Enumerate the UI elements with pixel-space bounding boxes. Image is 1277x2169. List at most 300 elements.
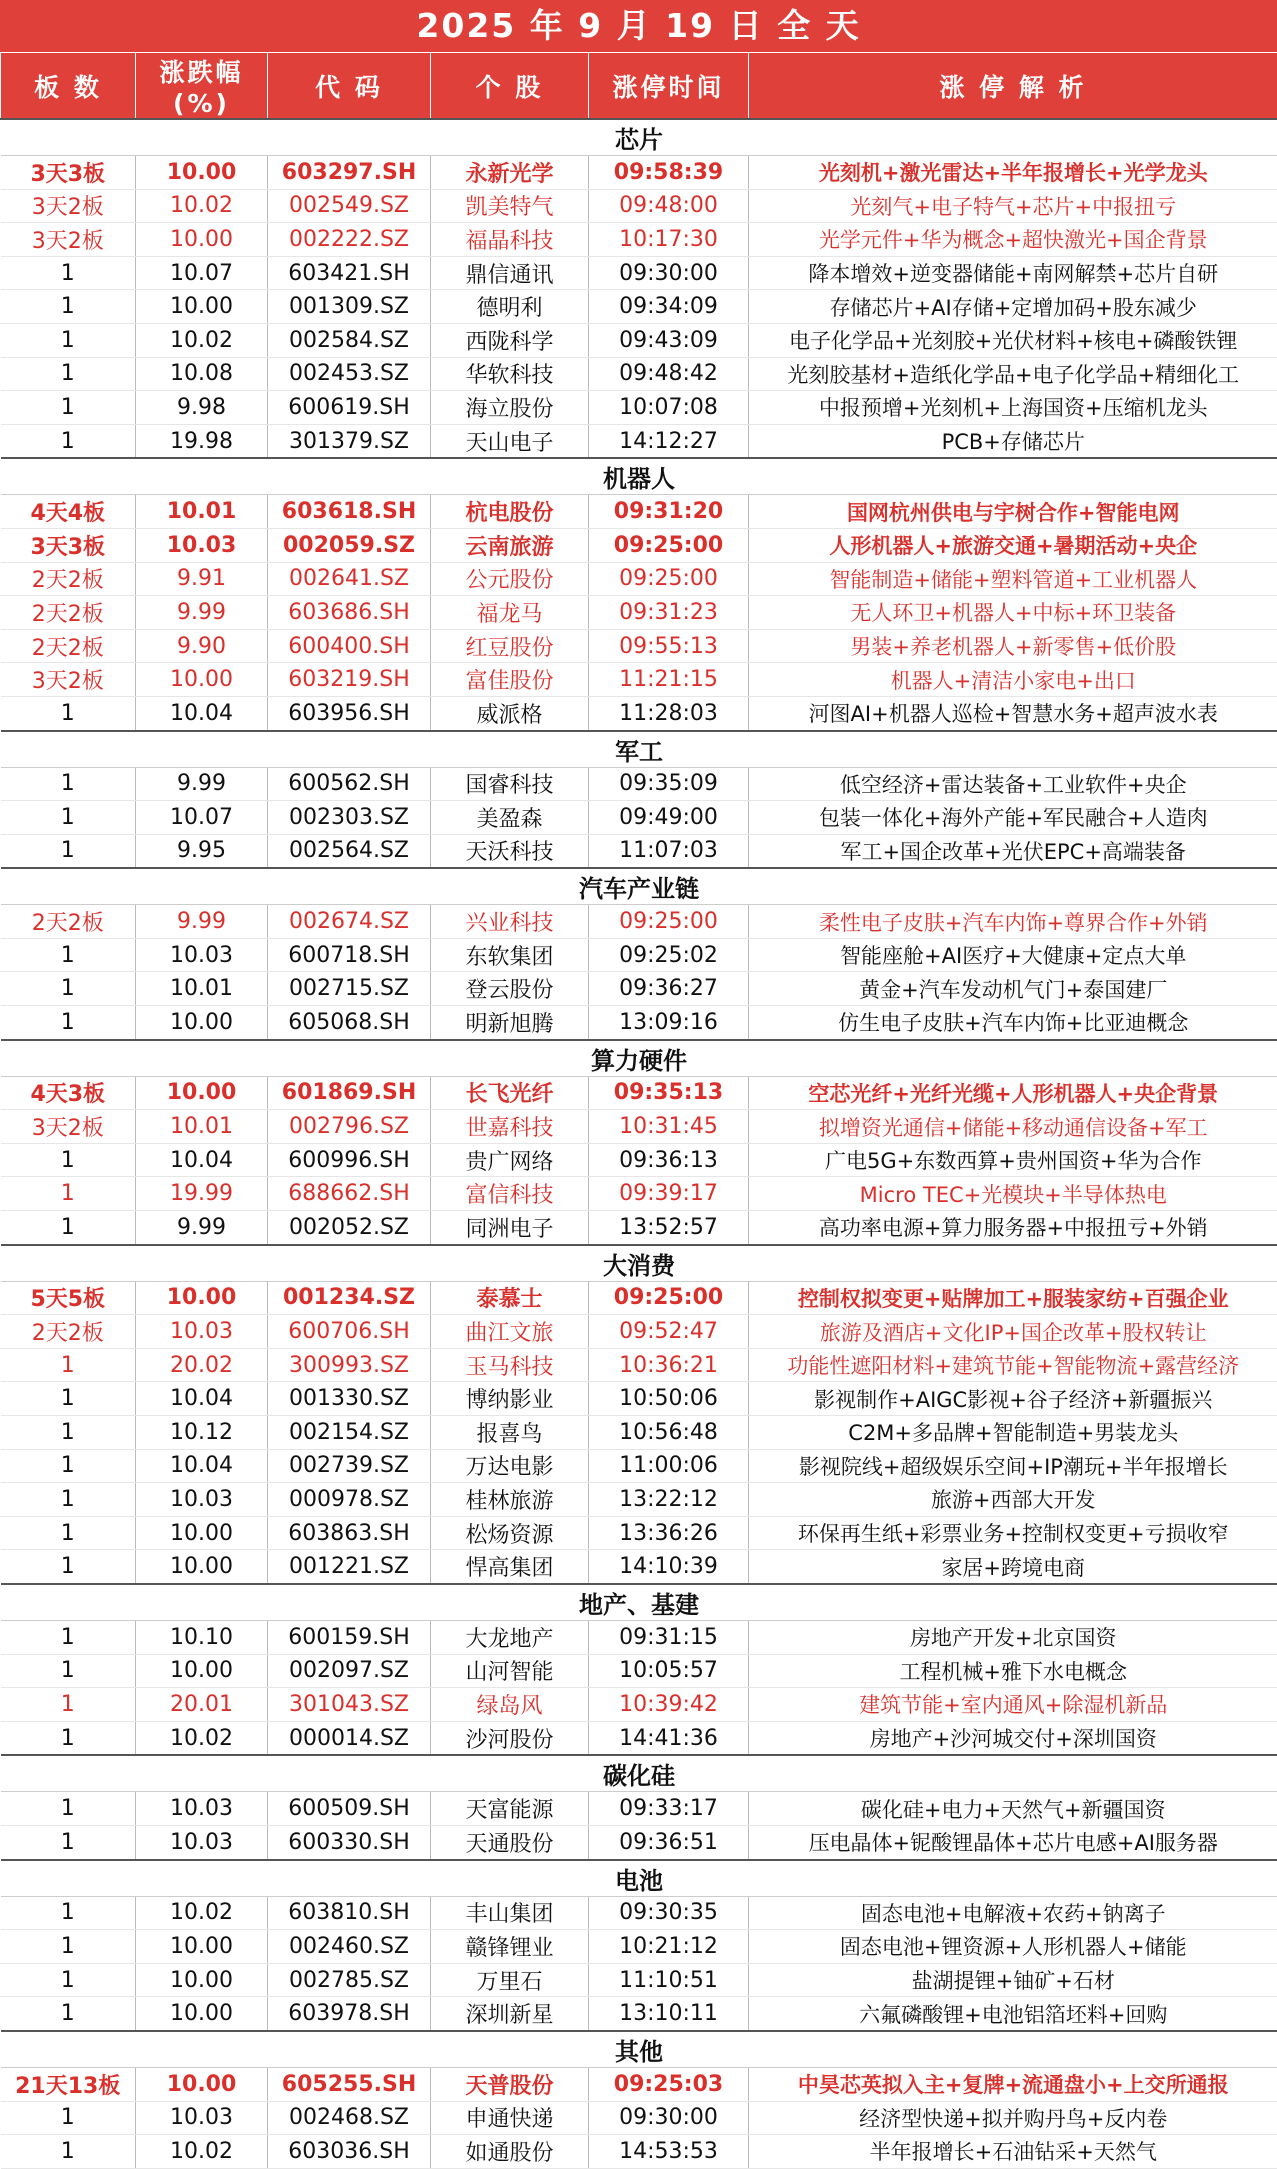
- table-row: [1, 323, 1277, 357]
- board-count-cell: 3天3板: [1, 528, 136, 562]
- stock-name-cell: 绿岛风: [431, 1688, 589, 1722]
- analysis-cell: 电子化学品+光刻胶+光伏材料+核电+磷酸铁锂: [749, 323, 1277, 357]
- table-row: [1, 1550, 1277, 1584]
- code-cell: 603686.SH: [268, 596, 431, 630]
- code-cell: 600562.SH: [268, 767, 431, 801]
- stock-name-cell: 西陇科学: [431, 323, 589, 357]
- change-pct-cell: 10.00: [136, 1963, 268, 1997]
- change-pct-cell: 10.03: [136, 2101, 268, 2135]
- table-row: [1, 767, 1277, 801]
- change-pct-cell: 10.08: [136, 357, 268, 391]
- limit-time-cell: 09:52:47: [589, 1315, 749, 1349]
- stock-name-cell: 桂林旅游: [431, 1483, 589, 1517]
- analysis-cell: 中昊芯英拟入主+复牌+流通盘小+上交所通报: [749, 2067, 1277, 2101]
- limit-time-cell: 14:41:36: [589, 1721, 749, 1755]
- code-cell: 002468.SZ: [268, 2101, 431, 2135]
- stock-name-cell: 赣锋锂业: [431, 1930, 589, 1964]
- code-cell: 600619.SH: [268, 391, 431, 425]
- limit-time-cell: 13:10:11: [589, 1997, 749, 2031]
- analysis-cell: 广电5G+东数西算+贵州国资+华为合作: [749, 1143, 1277, 1177]
- stock-name-cell: 万里石: [431, 1963, 589, 1997]
- stock-name-cell: 云南旅游: [431, 528, 589, 562]
- category-row: [1, 1860, 1277, 1897]
- change-pct-cell: 10.01: [136, 495, 268, 529]
- limit-time-cell: 09:49:00: [589, 801, 749, 835]
- code-cell: 603956.SH: [268, 696, 431, 730]
- analysis-cell: 无人环卫+机器人+中标+环卫装备: [749, 596, 1277, 630]
- code-cell: 301043.SZ: [268, 1688, 431, 1722]
- stock-name-cell: 凯美特气: [431, 189, 589, 223]
- table-row: [1, 2101, 1277, 2135]
- stock-name-cell: 天沃科技: [431, 834, 589, 868]
- code-cell: 601869.SH: [268, 1076, 431, 1110]
- category-row: [1, 1040, 1277, 1077]
- table-header-row: [1, 53, 1277, 120]
- header-stock-name: 个 股: [431, 53, 589, 120]
- board-count-cell: 1: [1, 1006, 136, 1040]
- category-title: 碳化硅: [1, 1755, 1277, 1792]
- limit-up-table: [0, 52, 1277, 2169]
- code-cell: 600706.SH: [268, 1315, 431, 1349]
- change-pct-cell: 10.00: [136, 1281, 268, 1315]
- limit-time-cell: 09:58:39: [589, 156, 749, 190]
- board-count-cell: 1: [1, 391, 136, 425]
- table-row: [1, 1348, 1277, 1382]
- change-pct-cell: 10.12: [136, 1416, 268, 1450]
- limit-time-cell: 09:55:13: [589, 629, 749, 663]
- change-pct-cell: 10.00: [136, 290, 268, 324]
- table-row: [1, 1449, 1277, 1483]
- code-cell: 002097.SZ: [268, 1654, 431, 1688]
- limit-time-cell: 14:53:53: [589, 2135, 749, 2169]
- table-row: [1, 696, 1277, 730]
- board-count-cell: 3天3板: [1, 156, 136, 190]
- limit-time-cell: 09:36:27: [589, 972, 749, 1006]
- category-row: [1, 731, 1277, 768]
- analysis-cell: 高功率电源+算力服务器+中报扭亏+外销: [749, 1211, 1277, 1245]
- code-cell: 688662.SH: [268, 1177, 431, 1211]
- board-count-cell: 2天2板: [1, 596, 136, 630]
- stock-name-cell: 万达电影: [431, 1449, 589, 1483]
- limit-time-cell: 13:36:26: [589, 1516, 749, 1550]
- table-row: [1, 1143, 1277, 1177]
- table-row: [1, 1792, 1277, 1826]
- change-pct-cell: 9.90: [136, 629, 268, 663]
- stock-name-cell: 福龙马: [431, 596, 589, 630]
- analysis-cell: 智能座舱+AI医疗+大健康+定点大单: [749, 938, 1277, 972]
- stock-name-cell: 世嘉科技: [431, 1110, 589, 1144]
- change-pct-cell: 10.02: [136, 189, 268, 223]
- stock-name-cell: 兴业科技: [431, 905, 589, 939]
- table-row: [1, 357, 1277, 391]
- category-title: 其他: [1, 2031, 1277, 2068]
- table-row: [1, 424, 1277, 458]
- board-count-cell: 1: [1, 1963, 136, 1997]
- limit-time-cell: 09:48:00: [589, 189, 749, 223]
- analysis-cell: 影视院线+超级娱乐空间+IP潮玩+半年报增长: [749, 1449, 1277, 1483]
- stock-name-cell: 天通股份: [431, 1825, 589, 1859]
- limit-time-cell: 09:35:13: [589, 1076, 749, 1110]
- table-row: [1, 938, 1277, 972]
- code-cell: 603978.SH: [268, 1997, 431, 2031]
- analysis-cell: 中报预增+光刻机+上海国资+压缩机龙头: [749, 391, 1277, 425]
- table-row: [1, 1963, 1277, 1997]
- board-count-cell: 1: [1, 1997, 136, 2031]
- analysis-cell: 仿生电子皮肤+汽车内饰+比亚迪概念: [749, 1006, 1277, 1040]
- stock-name-cell: 威派格: [431, 696, 589, 730]
- analysis-cell: 人形机器人+旅游交通+暑期活动+央企: [749, 528, 1277, 562]
- table-row: [1, 1110, 1277, 1144]
- table-row: [1, 1825, 1277, 1859]
- board-count-cell: 1: [1, 1483, 136, 1517]
- table-row: [1, 1930, 1277, 1964]
- table-row: [1, 495, 1277, 529]
- stock-name-cell: 同洲电子: [431, 1211, 589, 1245]
- analysis-cell: 旅游及酒店+文化IP+国企改革+股权转让: [749, 1315, 1277, 1349]
- table-row: [1, 1382, 1277, 1416]
- stock-name-cell: 天普股份: [431, 2067, 589, 2101]
- board-count-cell: 2天2板: [1, 562, 136, 596]
- table-row: [1, 2067, 1277, 2101]
- change-pct-cell: 10.00: [136, 1516, 268, 1550]
- limit-time-cell: 09:25:00: [589, 528, 749, 562]
- limit-time-cell: 10:05:57: [589, 1654, 749, 1688]
- stock-name-cell: 悍高集团: [431, 1550, 589, 1584]
- change-pct-cell: 10.07: [136, 256, 268, 290]
- board-count-cell: 1: [1, 1177, 136, 1211]
- change-pct-cell: 10.01: [136, 972, 268, 1006]
- table-row: [1, 1177, 1277, 1211]
- change-pct-cell: 10.03: [136, 1792, 268, 1826]
- category-row: [1, 868, 1277, 905]
- limit-time-cell: 09:30:00: [589, 256, 749, 290]
- table-row: [1, 834, 1277, 868]
- board-count-cell: 1: [1, 1550, 136, 1584]
- table-row: [1, 1516, 1277, 1550]
- table-row: [1, 801, 1277, 835]
- code-cell: 603297.SH: [268, 156, 431, 190]
- analysis-cell: 经济型快递+拟并购丹鸟+反内卷: [749, 2101, 1277, 2135]
- board-count-cell: 1: [1, 1896, 136, 1930]
- analysis-cell: 军工+国企改革+光伏EPC+高端装备: [749, 834, 1277, 868]
- board-count-cell: 1: [1, 696, 136, 730]
- code-cell: 002549.SZ: [268, 189, 431, 223]
- stock-name-cell: 红豆股份: [431, 629, 589, 663]
- code-cell: 600159.SH: [268, 1620, 431, 1654]
- change-pct-cell: 10.03: [136, 1483, 268, 1517]
- change-pct-cell: 10.03: [136, 1825, 268, 1859]
- header-limit-time: 涨停时间: [589, 53, 749, 120]
- stock-name-cell: 报喜鸟: [431, 1416, 589, 1450]
- change-pct-cell: 9.99: [136, 596, 268, 630]
- table-row: [1, 1997, 1277, 2031]
- analysis-cell: 降本增效+逆变器储能+南网解禁+芯片自研: [749, 256, 1277, 290]
- code-cell: 603036.SH: [268, 2135, 431, 2169]
- change-pct-cell: 10.04: [136, 1449, 268, 1483]
- code-cell: 001221.SZ: [268, 1550, 431, 1584]
- code-cell: 301379.SZ: [268, 424, 431, 458]
- limit-time-cell: 11:07:03: [589, 834, 749, 868]
- table-row: [1, 905, 1277, 939]
- code-cell: 603618.SH: [268, 495, 431, 529]
- change-pct-cell: 19.99: [136, 1177, 268, 1211]
- category-title: 机器人: [1, 458, 1277, 495]
- limit-time-cell: 10:21:12: [589, 1930, 749, 1964]
- table-row: [1, 1281, 1277, 1315]
- limit-time-cell: 09:31:23: [589, 596, 749, 630]
- board-count-cell: 1: [1, 1516, 136, 1550]
- board-count-cell: 1: [1, 256, 136, 290]
- limit-time-cell: 09:33:17: [589, 1792, 749, 1826]
- board-count-cell: 1: [1, 2101, 136, 2135]
- header-change-pct: 涨跌幅(%): [136, 53, 268, 120]
- analysis-cell: 压电晶体+铌酸锂晶体+芯片电感+AI服务器: [749, 1825, 1277, 1859]
- change-pct-cell: 10.02: [136, 1721, 268, 1755]
- change-pct-cell: 10.00: [136, 223, 268, 257]
- stock-name-cell: 申通快递: [431, 2101, 589, 2135]
- analysis-cell: 家居+跨境电商: [749, 1550, 1277, 1584]
- limit-time-cell: 13:09:16: [589, 1006, 749, 1040]
- header-board-count: 板 数: [1, 53, 136, 120]
- change-pct-cell: 10.03: [136, 938, 268, 972]
- board-count-cell: 1: [1, 323, 136, 357]
- analysis-cell: 机器人+清洁小家电+出口: [749, 663, 1277, 697]
- limit-time-cell: 09:35:09: [589, 767, 749, 801]
- table-row: [1, 663, 1277, 697]
- board-count-cell: 2天2板: [1, 629, 136, 663]
- analysis-cell: 光刻机+激光雷达+半年报增长+光学龙头: [749, 156, 1277, 190]
- limit-time-cell: 10:50:06: [589, 1382, 749, 1416]
- limit-time-cell: 09:25:00: [589, 905, 749, 939]
- change-pct-cell: 20.02: [136, 1348, 268, 1382]
- limit-time-cell: 10:39:42: [589, 1688, 749, 1722]
- analysis-cell: 功能性遮阳材料+建筑节能+智能物流+露营经济: [749, 1348, 1277, 1382]
- change-pct-cell: 9.99: [136, 767, 268, 801]
- stock-name-cell: 大龙地产: [431, 1620, 589, 1654]
- change-pct-cell: 10.03: [136, 1315, 268, 1349]
- analysis-cell: 光刻气+电子特气+芯片+中报扭亏: [749, 189, 1277, 223]
- limit-time-cell: 09:43:09: [589, 323, 749, 357]
- limit-time-cell: 13:22:12: [589, 1483, 749, 1517]
- code-cell: 600718.SH: [268, 938, 431, 972]
- limit-time-cell: 11:21:15: [589, 663, 749, 697]
- category-title: 芯片: [1, 119, 1277, 156]
- stock-name-cell: 海立股份: [431, 391, 589, 425]
- limit-time-cell: 10:56:48: [589, 1416, 749, 1450]
- change-pct-cell: 10.00: [136, 1930, 268, 1964]
- stock-name-cell: 博纳影业: [431, 1382, 589, 1416]
- code-cell: 002584.SZ: [268, 323, 431, 357]
- category-title: 地产、基建: [1, 1584, 1277, 1621]
- table-body: [1, 119, 1277, 2168]
- change-pct-cell: 10.10: [136, 1620, 268, 1654]
- category-row: [1, 1755, 1277, 1792]
- stock-name-cell: 东软集团: [431, 938, 589, 972]
- code-cell: 002785.SZ: [268, 1963, 431, 1997]
- limit-time-cell: 10:36:21: [589, 1348, 749, 1382]
- code-cell: 600400.SH: [268, 629, 431, 663]
- board-count-cell: 4天4板: [1, 495, 136, 529]
- change-pct-cell: 10.03: [136, 528, 268, 562]
- change-pct-cell: 10.02: [136, 323, 268, 357]
- board-count-cell: 1: [1, 424, 136, 458]
- table-row: [1, 972, 1277, 1006]
- category-title: 大消费: [1, 1245, 1277, 1282]
- table-row: [1, 1315, 1277, 1349]
- code-cell: 001234.SZ: [268, 1281, 431, 1315]
- board-count-cell: 1: [1, 1688, 136, 1722]
- table-row: [1, 1416, 1277, 1450]
- change-pct-cell: 10.00: [136, 1654, 268, 1688]
- limit-time-cell: 14:10:39: [589, 1550, 749, 1584]
- code-cell: 002641.SZ: [268, 562, 431, 596]
- limit-time-cell: 09:31:20: [589, 495, 749, 529]
- code-cell: 603421.SH: [268, 256, 431, 290]
- code-cell: 002564.SZ: [268, 834, 431, 868]
- change-pct-cell: 10.04: [136, 1143, 268, 1177]
- code-cell: 000978.SZ: [268, 1483, 431, 1517]
- change-pct-cell: 10.00: [136, 2067, 268, 2101]
- code-cell: 002739.SZ: [268, 1449, 431, 1483]
- board-count-cell: 1: [1, 1416, 136, 1450]
- code-cell: 002303.SZ: [268, 801, 431, 835]
- code-cell: 002059.SZ: [268, 528, 431, 562]
- limit-time-cell: 09:34:09: [589, 290, 749, 324]
- table-row: [1, 1896, 1277, 1930]
- code-cell: 603219.SH: [268, 663, 431, 697]
- stock-name-cell: 贵广网络: [431, 1143, 589, 1177]
- code-cell: 600509.SH: [268, 1792, 431, 1826]
- limit-time-cell: 09:25:00: [589, 562, 749, 596]
- change-pct-cell: 10.00: [136, 1076, 268, 1110]
- table-row: [1, 1721, 1277, 1755]
- header-code: 代 码: [268, 53, 431, 120]
- change-pct-cell: 10.00: [136, 156, 268, 190]
- table-row: [1, 1483, 1277, 1517]
- header-analysis: 涨 停 解 析: [749, 53, 1277, 120]
- stock-name-cell: 富佳股份: [431, 663, 589, 697]
- board-count-cell: 1: [1, 972, 136, 1006]
- stock-name-cell: 如通股份: [431, 2135, 589, 2169]
- limit-time-cell: 09:30:00: [589, 2101, 749, 2135]
- analysis-cell: 拟增资光通信+储能+移动通信设备+军工: [749, 1110, 1277, 1144]
- board-count-cell: 2天2板: [1, 905, 136, 939]
- category-row: [1, 1584, 1277, 1621]
- table-row: [1, 1654, 1277, 1688]
- change-pct-cell: 10.02: [136, 2135, 268, 2169]
- board-count-cell: 1: [1, 1382, 136, 1416]
- table-row: [1, 391, 1277, 425]
- code-cell: 002052.SZ: [268, 1211, 431, 1245]
- analysis-cell: 影视制作+AIGC影视+谷子经济+新疆振兴: [749, 1382, 1277, 1416]
- analysis-cell: 低空经济+雷达装备+工业软件+央企: [749, 767, 1277, 801]
- code-cell: 002796.SZ: [268, 1110, 431, 1144]
- code-cell: 600330.SH: [268, 1825, 431, 1859]
- code-cell: 000014.SZ: [268, 1721, 431, 1755]
- board-count-cell: 1: [1, 767, 136, 801]
- code-cell: 001330.SZ: [268, 1382, 431, 1416]
- change-pct-cell: 10.01: [136, 1110, 268, 1144]
- category-row: [1, 458, 1277, 495]
- code-cell: 300993.SZ: [268, 1348, 431, 1382]
- limit-time-cell: 11:28:03: [589, 696, 749, 730]
- change-pct-cell: 10.02: [136, 1896, 268, 1930]
- limit-time-cell: 09:31:15: [589, 1620, 749, 1654]
- analysis-cell: 环保再生纸+彩票业务+控制权变更+亏损收窄: [749, 1516, 1277, 1550]
- limit-time-cell: 09:25:00: [589, 1281, 749, 1315]
- stock-name-cell: 长飞光纤: [431, 1076, 589, 1110]
- stock-name-cell: 华软科技: [431, 357, 589, 391]
- table-row: [1, 189, 1277, 223]
- code-cell: 002154.SZ: [268, 1416, 431, 1450]
- board-count-cell: 1: [1, 1348, 136, 1382]
- stock-name-cell: 福晶科技: [431, 223, 589, 257]
- analysis-cell: 房地产开发+北京国资: [749, 1620, 1277, 1654]
- board-count-cell: 1: [1, 1721, 136, 1755]
- table-row: [1, 223, 1277, 257]
- stock-name-cell: 泰慕士: [431, 1281, 589, 1315]
- analysis-cell: 国网杭州供电与宇树合作+智能电网: [749, 495, 1277, 529]
- analysis-cell: 智能制造+储能+塑料管道+工业机器人: [749, 562, 1277, 596]
- analysis-cell: 河图AI+机器人巡检+智慧水务+超声波水表: [749, 696, 1277, 730]
- stock-name-cell: 杭电股份: [431, 495, 589, 529]
- analysis-cell: 柔性电子皮肤+汽车内饰+尊界合作+外销: [749, 905, 1277, 939]
- limit-time-cell: 10:31:45: [589, 1110, 749, 1144]
- analysis-cell: Micro TEC+光模块+半导体热电: [749, 1177, 1277, 1211]
- table-row: [1, 562, 1277, 596]
- analysis-cell: 工程机械+雅下水电概念: [749, 1654, 1277, 1688]
- limit-time-cell: 13:52:57: [589, 1211, 749, 1245]
- board-count-cell: 3天2板: [1, 223, 136, 257]
- category-title: 汽车产业链: [1, 868, 1277, 905]
- change-pct-cell: 19.98: [136, 424, 268, 458]
- stock-name-cell: 丰山集团: [431, 1896, 589, 1930]
- analysis-cell: 控制权拟变更+贴牌加工+服装家纺+百强企业: [749, 1281, 1277, 1315]
- code-cell: 002674.SZ: [268, 905, 431, 939]
- analysis-cell: 光学元件+华为概念+超快激光+国企背景: [749, 223, 1277, 257]
- stock-name-cell: 山河智能: [431, 1654, 589, 1688]
- board-count-cell: 21天13板: [1, 2067, 136, 2101]
- board-count-cell: 1: [1, 357, 136, 391]
- change-pct-cell: 10.07: [136, 801, 268, 835]
- change-pct-cell: 9.98: [136, 391, 268, 425]
- change-pct-cell: 20.01: [136, 1688, 268, 1722]
- analysis-cell: 六氟磷酸锂+电池铝箔坯料+回购: [749, 1997, 1277, 2031]
- stock-name-cell: 美盈森: [431, 801, 589, 835]
- analysis-cell: 盐湖提锂+铀矿+石材: [749, 1963, 1277, 1997]
- change-pct-cell: 9.99: [136, 1211, 268, 1245]
- analysis-cell: 黄金+汽车发动机气门+泰国建厂: [749, 972, 1277, 1006]
- board-count-cell: 4天3板: [1, 1076, 136, 1110]
- limit-time-cell: 09:36:13: [589, 1143, 749, 1177]
- limit-time-cell: 09:30:35: [589, 1896, 749, 1930]
- stock-name-cell: 深圳新星: [431, 1997, 589, 2031]
- code-cell: 002453.SZ: [268, 357, 431, 391]
- board-count-cell: 2天2板: [1, 1315, 136, 1349]
- analysis-cell: 男装+养老机器人+新零售+低价股: [749, 629, 1277, 663]
- stock-name-cell: 德明利: [431, 290, 589, 324]
- code-cell: 001309.SZ: [268, 290, 431, 324]
- table-row: [1, 596, 1277, 630]
- limit-time-cell: 11:10:51: [589, 1963, 749, 1997]
- category-row: [1, 119, 1277, 156]
- limit-time-cell: 11:00:06: [589, 1449, 749, 1483]
- change-pct-cell: 9.95: [136, 834, 268, 868]
- analysis-cell: 旅游+西部大开发: [749, 1483, 1277, 1517]
- analysis-cell: 固态电池+电解液+农药+钠离子: [749, 1896, 1277, 1930]
- code-cell: 603810.SH: [268, 1896, 431, 1930]
- table-row: [1, 256, 1277, 290]
